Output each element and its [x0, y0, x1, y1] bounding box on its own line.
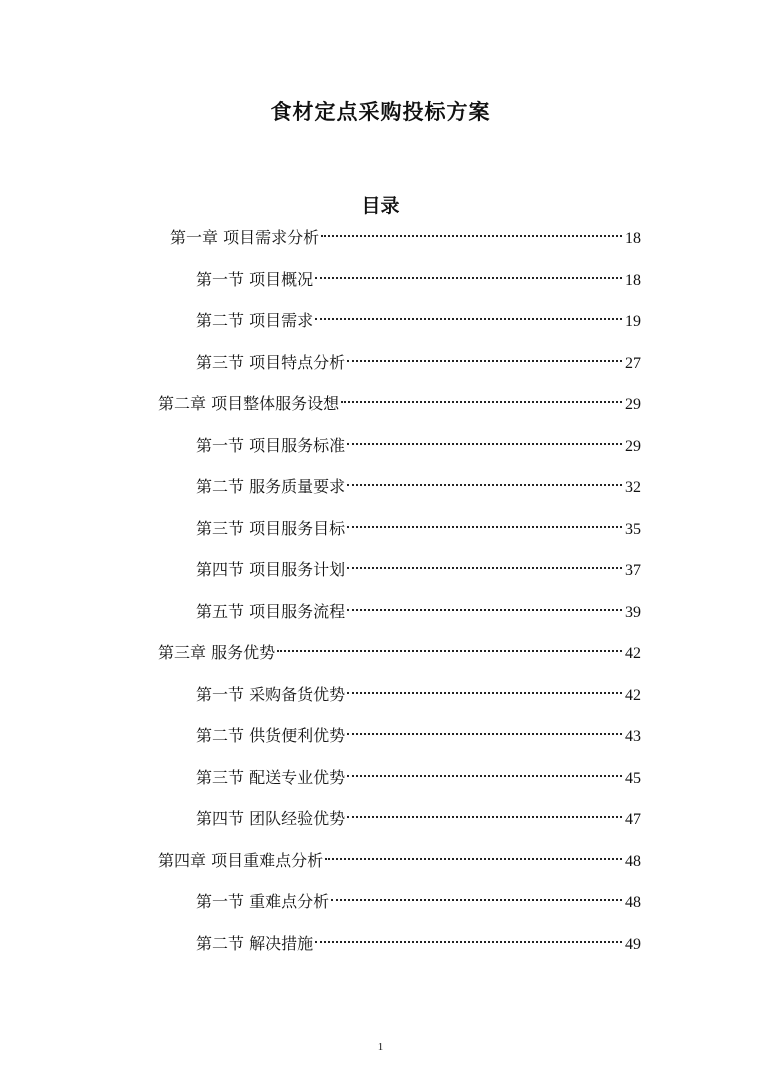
toc-section-entry[interactable] — [196, 551, 641, 579]
toc-entry-page: 35 — [625, 521, 641, 538]
toc-leader-dots — [347, 510, 622, 534]
toc-entry-title: 第一节 采购备货优势 — [196, 685, 346, 704]
toc-section-entry[interactable] — [196, 717, 641, 745]
toc-entry-title: 第四节 项目服务计划 — [196, 560, 346, 579]
toc-leader-dots — [315, 261, 622, 285]
toc-section-entry[interactable] — [196, 676, 641, 704]
toc-entry-page: 49 — [625, 936, 641, 953]
toc-leader-dots — [347, 427, 622, 451]
toc-entry-page: 42 — [625, 687, 641, 704]
toc-entry-page: 19 — [625, 313, 641, 330]
toc-entry-title: 第四节 团队经验优势 — [196, 809, 346, 828]
toc-section-entry[interactable] — [196, 344, 641, 372]
toc-section-entry[interactable] — [196, 510, 641, 538]
toc-entry-title: 第一章 项目需求分析 — [170, 228, 320, 247]
toc-entry-title: 第三章 服务优势 — [158, 643, 276, 662]
toc-section-entry[interactable] — [196, 468, 641, 496]
toc-entry-page: 43 — [625, 728, 641, 745]
toc-entry-page: 39 — [625, 604, 641, 621]
toc-leader-dots — [347, 759, 622, 783]
toc-entry-title: 第二节 解决措施 — [196, 934, 314, 953]
toc-leader-dots — [315, 925, 622, 949]
toc-entry-page: 48 — [625, 894, 641, 911]
toc-entry-title: 第一节 项目服务标准 — [196, 436, 346, 455]
toc-entry-page: 47 — [625, 811, 641, 828]
toc-entry-title: 第三节 项目特点分析 — [196, 353, 346, 372]
toc-entry-title: 第二节 供货便利优势 — [196, 726, 346, 745]
toc-leader-dots — [347, 800, 622, 824]
toc-entry-page: 29 — [625, 438, 641, 455]
toc-section-entry[interactable] — [196, 759, 641, 787]
toc-leader-dots — [347, 551, 622, 575]
toc-leader-dots — [341, 385, 622, 409]
toc-chapter-entry[interactable] — [158, 385, 641, 413]
toc-chapter-entry[interactable] — [170, 219, 641, 247]
toc-section-entry[interactable] — [196, 302, 641, 330]
toc-leader-dots — [315, 302, 622, 326]
toc-entry-title: 第三节 配送专业优势 — [196, 768, 346, 787]
toc-entry-page: 48 — [625, 853, 641, 870]
toc-entry-page: 18 — [625, 230, 641, 247]
toc-section-entry[interactable] — [196, 883, 641, 911]
toc-section-entry[interactable] — [196, 261, 641, 289]
toc-leader-dots — [347, 717, 622, 741]
document-title: 食材定点采购投标方案 — [270, 100, 491, 124]
toc-entry-title: 第一节 项目概况 — [196, 270, 314, 289]
page-number: 1 — [377, 1041, 384, 1053]
toc-entry-page: 27 — [625, 355, 641, 372]
toc-section-entry[interactable] — [196, 593, 641, 621]
toc-section-entry[interactable] — [196, 925, 641, 953]
toc-entry-title: 第四章 项目重难点分析 — [158, 851, 324, 870]
toc-chapter-entry[interactable] — [158, 842, 641, 870]
toc-leader-dots — [347, 676, 622, 700]
toc-leader-dots — [347, 593, 622, 617]
toc-entry-title: 第一节 重难点分析 — [196, 892, 330, 911]
toc-entry-title: 第五节 项目服务流程 — [196, 602, 346, 621]
toc-entry-page: 42 — [625, 645, 641, 662]
toc-leader-dots — [347, 344, 622, 368]
toc-leader-dots — [347, 468, 622, 492]
toc-entry-page: 32 — [625, 479, 641, 496]
toc-entry-title: 第三节 项目服务目标 — [196, 519, 346, 538]
toc-entry-title: 第二节 服务质量要求 — [196, 477, 346, 496]
toc-leader-dots — [331, 883, 622, 907]
toc-leader-dots — [277, 634, 622, 658]
toc-leader-dots — [321, 219, 622, 243]
toc-entry-page: 45 — [625, 770, 641, 787]
toc-heading: 目录 — [361, 195, 400, 217]
toc-entry-title: 第二节 项目需求 — [196, 311, 314, 330]
toc-entry-page: 37 — [625, 562, 641, 579]
toc-leader-dots — [325, 842, 622, 866]
toc-entry-page: 18 — [625, 272, 641, 289]
toc-section-entry[interactable] — [196, 800, 641, 828]
toc-chapter-entry[interactable] — [158, 634, 641, 662]
toc-entry-page: 29 — [625, 396, 641, 413]
toc-entry-title: 第二章 项目整体服务设想 — [158, 394, 340, 413]
toc-section-entry[interactable] — [196, 427, 641, 455]
